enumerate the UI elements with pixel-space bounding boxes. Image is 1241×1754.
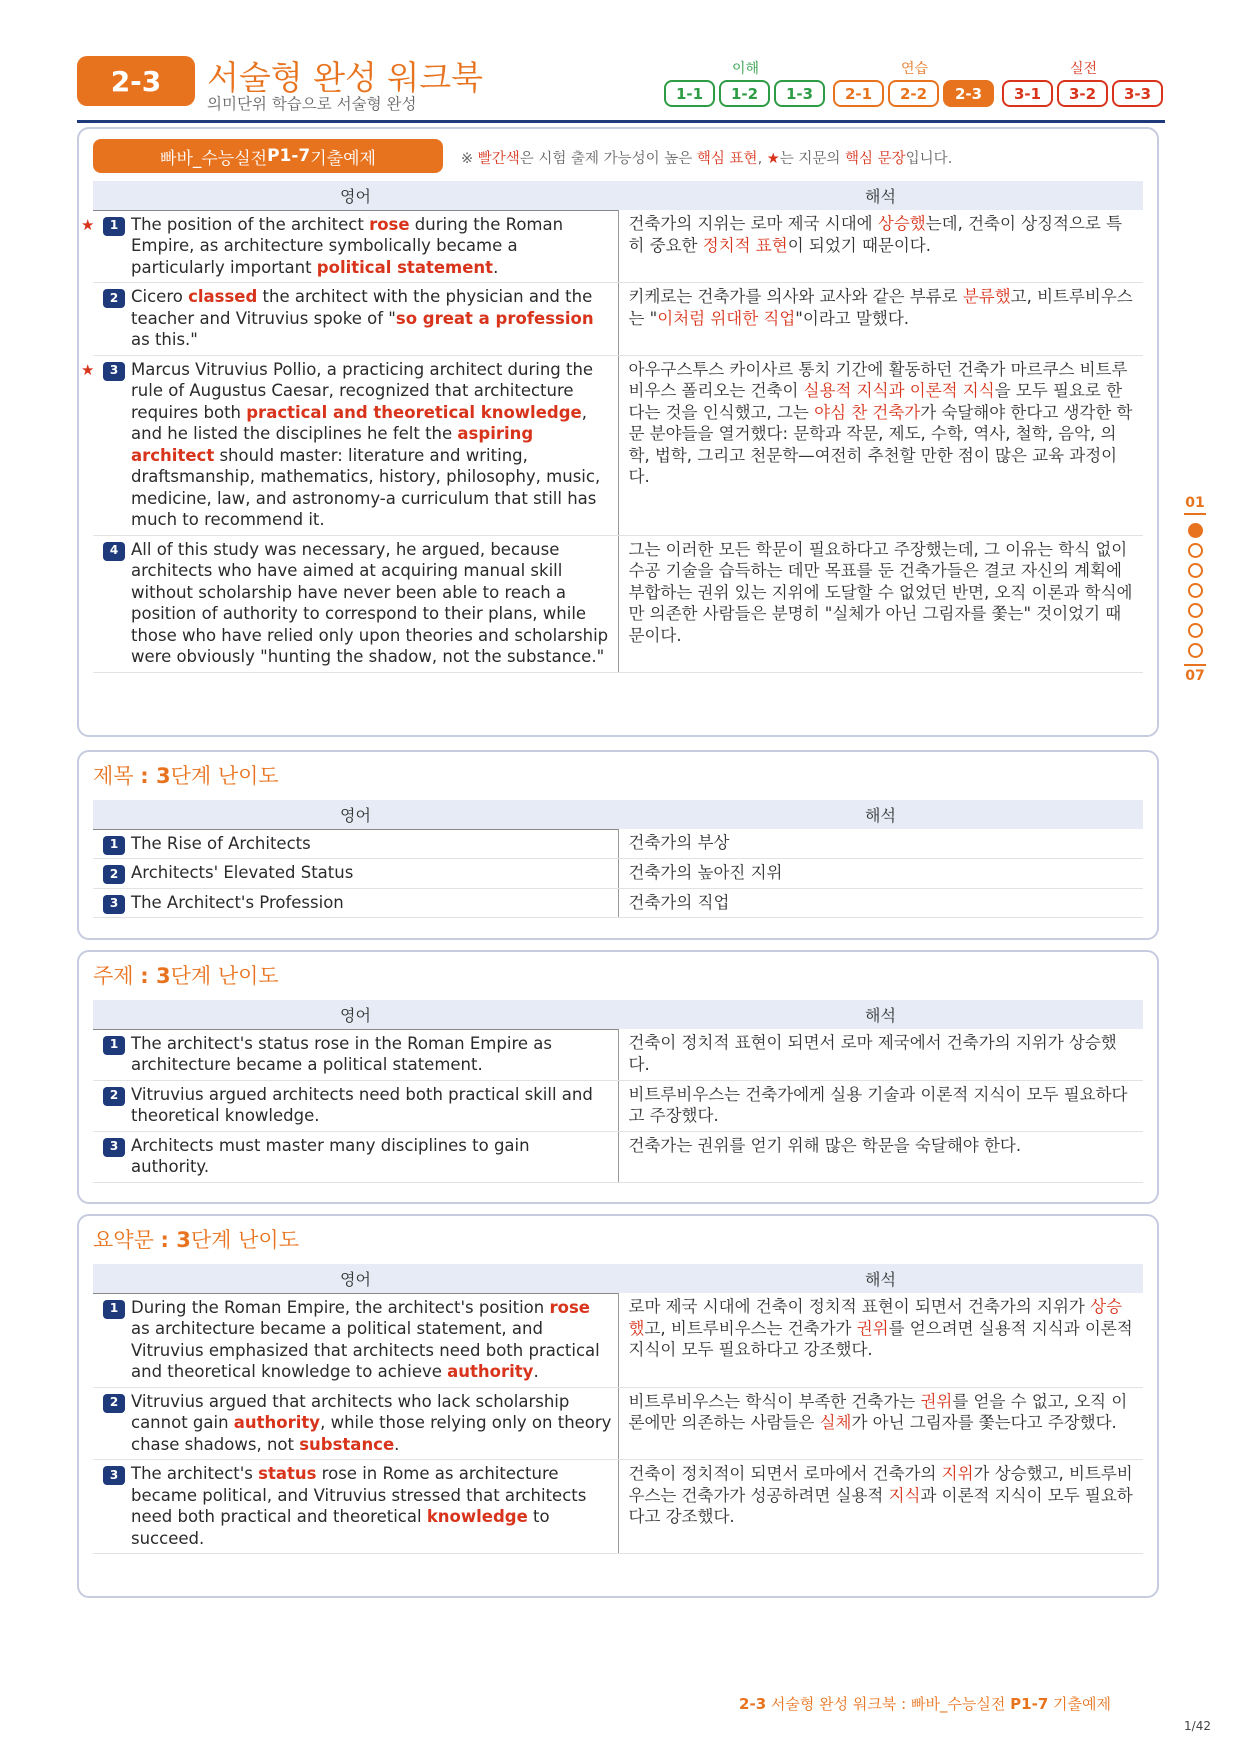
progress-dot-7[interactable] xyxy=(1188,643,1203,658)
text-segment: 를 얻으려면 실용적 지식과 이론적 지식이 모두 필요하다고 강조했다. xyxy=(628,1318,1133,1359)
table-row xyxy=(93,355,1143,535)
note-text-2: 는 지문의 xyxy=(779,151,846,167)
key-expression: 권위 xyxy=(856,1318,889,1338)
text-segment: Vitruvius argued that architects who lack scholarship cannot gain xyxy=(131,1391,570,1432)
english-cell xyxy=(93,1460,618,1554)
note-red-sentence: 핵심 문장 xyxy=(845,151,906,167)
step-tab-1-3[interactable]: 1-3 xyxy=(774,80,825,107)
key-expression: status xyxy=(258,1464,317,1483)
text-segment: "이라고 말했다. xyxy=(795,308,910,328)
translation-cell: 건축가의 높아진 지위 xyxy=(618,859,1143,889)
col-header-translation: 해석 xyxy=(618,800,1143,829)
english-text: The Rise of Architects xyxy=(131,833,311,853)
key-expression: so great a profession xyxy=(395,308,594,328)
passage-table xyxy=(81,181,1143,673)
source-badge-code: P1-7 xyxy=(267,146,311,166)
legend-note xyxy=(461,147,952,168)
step-tab-3-1[interactable]: 3-1 xyxy=(1002,80,1053,107)
key-expression: 야심 찬 건축가 xyxy=(814,402,921,422)
step-tab-2-1[interactable]: 2-1 xyxy=(833,80,884,107)
star-icon: ★ xyxy=(81,360,95,379)
translation-cell xyxy=(618,1293,1143,1387)
table-row xyxy=(93,888,1143,918)
progress-dot-5[interactable] xyxy=(1188,603,1203,618)
topic-section-heading: 주제 : 3단계 난이도 xyxy=(93,964,279,988)
text-segment: rose in Rome as architecture became political, and Vitruvius stressed that architects need both practical and theoretical xyxy=(131,1464,587,1526)
text-segment: 건축이 정치적이 되면서 로마에서 건축가의 xyxy=(628,1464,942,1483)
text-segment: 이 되었기 때문이다. xyxy=(787,235,931,255)
text-segment: The architect's xyxy=(131,1464,259,1483)
english-cell xyxy=(93,859,618,889)
note-text-3: 입니다. xyxy=(905,151,953,167)
translation-cell: 건축이 정치적 표현이 되면서 로마 제국에서 건축가의 지위가 상승했다. xyxy=(618,1029,1143,1080)
progress-dot-4[interactable] xyxy=(1188,583,1203,598)
english-cell xyxy=(93,1029,618,1080)
key-expression: 실체 xyxy=(819,1413,852,1432)
text-segment: During the Roman Empire, the architect's position xyxy=(131,1297,550,1317)
text-segment: 고, 비트루비우스는 " xyxy=(628,287,1133,328)
col-header-translation: 해석 xyxy=(618,1000,1143,1029)
translation-cell xyxy=(618,355,1143,535)
english-cell xyxy=(93,283,618,356)
key-expression: 실용적 지식과 이론적 지식 xyxy=(803,381,995,400)
title-section xyxy=(77,750,1159,940)
note-comma: , xyxy=(757,151,767,167)
note-mark: ※ xyxy=(461,151,478,167)
footer-suffix: 기출예제 xyxy=(1048,1695,1111,1713)
col-header-english: 영어 xyxy=(93,1000,618,1029)
text-segment: . xyxy=(533,1362,539,1381)
key-expression: 정치적 표현 xyxy=(702,235,788,255)
source-badge xyxy=(93,139,443,173)
text-segment: All of this study was necessary, he argued, because architects who have aimed at acquiring manual skill without scholarship have never been able to reach a position of authority to correspond to their plans, while those who have relied only upon theories and scholarship were obviously "hunting the shadow, not the substance." xyxy=(131,539,609,666)
english-text: The architect's status rose in the Roman Empire as architecture became a political statement. xyxy=(131,1033,552,1074)
english-cell xyxy=(93,829,618,859)
passage-section xyxy=(77,127,1159,737)
step-group-practice xyxy=(833,80,994,107)
translation-cell xyxy=(618,210,1143,283)
text-segment: 가 아닌 그림자를 쫓는다고 주장했다. xyxy=(851,1413,1117,1432)
step-group-label-practice: 연습 xyxy=(900,61,929,77)
progress-dot-2[interactable] xyxy=(1188,543,1203,558)
footer-unit: 2-3 xyxy=(739,1695,767,1713)
sentence-number: 2 xyxy=(103,289,125,308)
english-cell xyxy=(93,535,618,672)
text-segment: to succeed. xyxy=(131,1507,550,1548)
text-segment: 아우구스투스 카이사르 통치 기간에 활동하던 건축가 마르쿠스 비트루비우스 폴리오는 건축이 xyxy=(628,359,1128,400)
text-segment: 비트루비우스는 학식이 부족한 건축가는 xyxy=(628,1391,921,1411)
text-segment: . xyxy=(394,1434,400,1454)
summary-section-heading: 요약문 : 3단계 난이도 xyxy=(93,1228,299,1252)
table-row xyxy=(93,535,1143,672)
key-expression: 상승했 xyxy=(628,1297,1123,1338)
sentence-number: 3 xyxy=(103,1138,125,1157)
note-star-icon: ★ xyxy=(766,151,780,167)
translation-cell xyxy=(618,535,1143,672)
title-table xyxy=(93,800,1143,918)
text-segment: 를 얻을 수 없고, 오직 이론에만 의존하는 사람들은 xyxy=(628,1391,1128,1432)
key-expression: rose xyxy=(549,1297,590,1317)
source-badge-prefix: 빠바_수능실전 xyxy=(160,148,268,169)
english-text: The Architect's Profession xyxy=(131,892,344,912)
step-group-label-understand: 이해 xyxy=(731,61,760,77)
text-segment: 을 모두 필요로 한다는 것을 인식했고, 그는 xyxy=(628,381,1123,422)
step-group-real xyxy=(1002,80,1163,107)
key-expression: rose xyxy=(369,214,410,234)
english-cell xyxy=(93,1387,618,1460)
text-segment: 그는 이러한 모든 학문이 필요하다고 주장했는데, 그 이유는 학식 없이 수공 기술을 습득하는 데만 목표를 둔 건축가들은 결코 자신의 계획에 부합하는 권위 있는 지위에 도달할 수 없었던 반면, 오직 이론과 학식에만 의존한 사람들은 분명히 "실체가 아닌 그림자를 쫓는" 것이었기 때문이다. xyxy=(628,539,1133,645)
footer-text: 서술형 완성 워크북 : 빠바_수능실전 xyxy=(766,1695,1011,1713)
text-segment: during the Roman Empire, as architecture symbolically became a particularly important xyxy=(131,214,564,277)
english-text: Vitruvius argued architects need both practical skill and theoretical knowledge. xyxy=(131,1084,593,1125)
step-tab-3-3[interactable]: 3-3 xyxy=(1112,80,1163,107)
level-label: 단계 난이도 xyxy=(170,764,279,788)
text-segment: The position of the architect xyxy=(131,214,370,234)
key-expression: authority xyxy=(447,1362,534,1381)
table-row xyxy=(93,1080,1143,1131)
sentence-number: 1 xyxy=(103,217,125,236)
sentence-number: 1 xyxy=(103,1300,125,1319)
level-label: 단계 난이도 xyxy=(170,964,279,988)
key-expression: 이처럼 위대한 직업 xyxy=(657,308,796,328)
section-name: 주제 xyxy=(93,964,134,988)
text-segment: 는데, 건축이 상징적으로 특히 중요한 xyxy=(628,214,1123,255)
step-group-understand xyxy=(664,80,825,107)
level-number: 3 xyxy=(155,764,171,788)
key-expression: 상승했 xyxy=(877,214,926,233)
sentence-number: 2 xyxy=(103,1087,125,1106)
progress-dot-6[interactable] xyxy=(1188,623,1203,638)
translation-cell: 건축가의 부상 xyxy=(618,829,1143,859)
english-text: Architects must master many disciplines to gain authority. xyxy=(131,1135,530,1176)
side-nav-start: 01 xyxy=(1184,495,1206,515)
sentence-number: 4 xyxy=(103,542,125,561)
section-name: 요약문 xyxy=(93,1228,154,1252)
note-red-word: 빨간색 xyxy=(477,151,520,167)
table-row xyxy=(93,210,1143,283)
star-icon: ★ xyxy=(81,215,95,234)
footer-code: P1-7 xyxy=(1010,1695,1049,1713)
text-segment: should master: literature and writing, draftsmanship, mathematics, history, philosophy, music, medicine, law, and astronomy-a curriculum that still has much to recommend it. xyxy=(131,445,601,529)
key-expression: aspiring architect xyxy=(131,424,534,465)
step-tab-3-2[interactable]: 3-2 xyxy=(1057,80,1108,107)
page-header xyxy=(77,52,1165,124)
step-tab-1-2[interactable]: 1-2 xyxy=(719,80,770,107)
topic-section xyxy=(77,950,1159,1204)
text-segment: 가 숙달해야 한다고 생각한 학문 분야들을 열거했다: 문학과 작문, 제도, 수학, 역사, 철학, 음악, 의학, 법학, 그리고 천문학—여전히 추천할 만한 점이 많은 교육 과정이다. xyxy=(628,402,1133,486)
sentence-number: 2 xyxy=(103,865,125,884)
text-segment: Marcus Vitruvius Pollio, a practicing architect during the rule of Augustus Caesar, recognized that architecture requires both xyxy=(131,359,594,422)
english-cell xyxy=(81,355,618,535)
key-expression: 권위 xyxy=(920,1391,953,1411)
table-row xyxy=(93,1293,1143,1387)
translation-cell: 건축가는 권위를 얻기 위해 많은 학문을 숙달해야 한다. xyxy=(618,1131,1143,1182)
unit-badge: 2-3 xyxy=(77,56,195,106)
section-name: 제목 xyxy=(93,764,134,788)
english-cell xyxy=(81,210,618,283)
text-segment: 키케로는 건축가를 의사와 교사와 같은 부류로 xyxy=(628,287,963,306)
col-header-translation: 해석 xyxy=(618,181,1143,210)
english-cell xyxy=(93,1131,618,1182)
key-expression: knowledge xyxy=(426,1507,528,1526)
text-segment: 과 이론적 지식이 모두 필요하다고 강조했다. xyxy=(628,1485,1133,1526)
translation-cell xyxy=(618,1460,1143,1554)
table-row xyxy=(93,829,1143,859)
col-header-english: 영어 xyxy=(93,1264,618,1293)
key-expression: authority xyxy=(233,1413,321,1432)
english-cell xyxy=(93,888,618,918)
sentence-number: 3 xyxy=(103,1466,125,1485)
table-row xyxy=(93,1029,1143,1080)
table-row xyxy=(93,1460,1143,1554)
sentence-number: 3 xyxy=(103,362,125,381)
translation-cell: 비트루비우스는 건축가에게 실용 기술과 이론적 지식이 모두 필요하다고 주장했다. xyxy=(618,1080,1143,1131)
text-segment: as architecture became a political statement, and Vitruvius emphasized that architects need both practical and theoretical knowledge to achieve xyxy=(131,1319,600,1381)
text-segment: 가 상승했고, 비트루비우스는 건축가가 성공하려면 실용적 xyxy=(628,1464,1133,1505)
text-segment: the architect with the physician and the teacher and Vitruvius spoke of " xyxy=(131,287,593,328)
text-segment: , while those relying only on theory chase shadows, not xyxy=(131,1413,612,1454)
text-segment: , and he listed the disciplines he felt the xyxy=(131,402,587,443)
summary-table xyxy=(93,1264,1143,1554)
text-segment: 고, 비트루비우스는 건축가가 xyxy=(644,1318,857,1338)
col-header-english: 영어 xyxy=(93,800,618,829)
key-expression: 지위 xyxy=(941,1464,974,1483)
step-group-label-real: 실전 xyxy=(1069,61,1098,77)
sentence-number: 3 xyxy=(103,895,125,914)
side-progress-nav xyxy=(1180,495,1210,684)
step-tab-2-2[interactable]: 2-2 xyxy=(888,80,939,107)
page-footer xyxy=(739,1693,1111,1714)
table-row xyxy=(93,1131,1143,1182)
text-segment: . xyxy=(493,257,499,277)
summary-section xyxy=(77,1214,1159,1598)
key-expression: 지식 xyxy=(888,1485,921,1505)
translation-cell: 건축가의 직업 xyxy=(618,888,1143,918)
level-number: 3 xyxy=(176,1228,191,1252)
col-header-translation: 해석 xyxy=(618,1264,1143,1293)
page-title: 서술형 완성 워크북 xyxy=(207,58,484,97)
source-badge-suffix: 기출예제 xyxy=(310,148,376,169)
table-row xyxy=(93,283,1143,356)
text-segment: 로마 제국 시대에 건축이 정치적 표현이 되면서 건축가의 지위가 xyxy=(628,1297,1091,1316)
key-expression: practical and theoretical knowledge xyxy=(246,402,582,422)
english-cell xyxy=(93,1293,618,1387)
text-segment: as this." xyxy=(131,330,198,349)
english-text: Architects' Elevated Status xyxy=(131,863,354,882)
topic-table xyxy=(93,1000,1143,1183)
key-expression: 분류했 xyxy=(962,287,1011,306)
key-expression: political statement xyxy=(316,257,494,277)
page-number: 1/42 xyxy=(1184,1719,1211,1733)
table-row xyxy=(93,859,1143,889)
text-segment: Cicero xyxy=(131,287,189,306)
page-subtitle: 의미단위 학습으로 서술형 완성 xyxy=(207,95,417,113)
key-expression: classed xyxy=(188,287,258,306)
col-header-english: 영어 xyxy=(93,181,618,210)
progress-dot-3[interactable] xyxy=(1188,563,1203,578)
key-expression: substance xyxy=(299,1434,395,1454)
sentence-number: 1 xyxy=(103,836,125,855)
step-tab-2-3[interactable]: 2-3 xyxy=(943,80,994,107)
note-text-1: 은 시험 출제 가능성이 높은 xyxy=(519,151,697,167)
level-label: 단계 난이도 xyxy=(190,1228,299,1252)
table-row xyxy=(93,1387,1143,1460)
english-cell xyxy=(93,1080,618,1131)
sentence-number: 1 xyxy=(103,1036,125,1055)
side-nav-end: 07 xyxy=(1184,664,1206,684)
progress-dot-1[interactable] xyxy=(1188,523,1203,538)
level-number: 3 xyxy=(155,964,171,988)
note-red-expression: 핵심 표현 xyxy=(696,151,758,167)
translation-cell xyxy=(618,283,1143,356)
header-divider xyxy=(77,120,1165,123)
text-segment: 건축가의 지위는 로마 제국 시대에 xyxy=(628,214,878,233)
step-tab-1-1[interactable]: 1-1 xyxy=(664,80,715,107)
translation-cell xyxy=(618,1387,1143,1460)
title-section-heading: 제목 : 3단계 난이도 xyxy=(93,764,279,788)
sentence-number: 2 xyxy=(103,1394,125,1413)
